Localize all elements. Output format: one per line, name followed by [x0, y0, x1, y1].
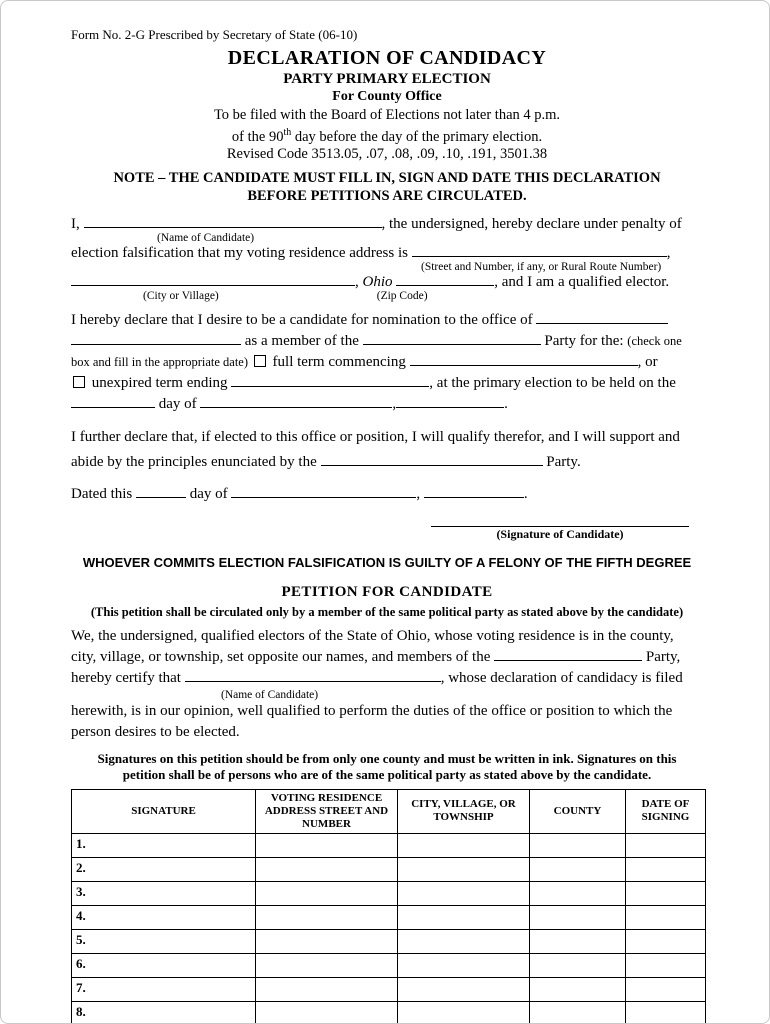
primary-month-blank[interactable] [200, 395, 392, 408]
petition-candidate-name-blank[interactable] [185, 669, 441, 682]
candidate-name-blank[interactable] [84, 215, 382, 228]
dated-period: . [523, 485, 528, 502]
dated-day-of-text: day of [189, 485, 228, 502]
county-cell[interactable] [626, 929, 706, 953]
table-row [72, 905, 706, 929]
address-cell[interactable] [398, 905, 530, 929]
filing-line-2-post: day before the day of the primary election. [291, 128, 543, 145]
full-term-checkbox[interactable] [254, 355, 266, 367]
dated-comma: , [416, 485, 421, 502]
declaration-line-8 [71, 394, 703, 415]
note-block [71, 169, 703, 205]
address-cell[interactable] [398, 929, 530, 953]
signature-cell[interactable] [256, 953, 398, 977]
decl-l2-post: , [666, 244, 671, 261]
principles-party-blank[interactable] [321, 453, 543, 466]
declaration-line-3 [71, 273, 703, 290]
unexpired-term-checkbox[interactable] [73, 376, 85, 388]
decl-l3-comma: , [355, 273, 359, 290]
petition-line-3 [71, 668, 703, 689]
candidate-name-caption [71, 232, 703, 244]
city-cell[interactable] [530, 905, 626, 929]
declaration-line-5 [71, 331, 703, 352]
decl-l1-pre: I, [71, 215, 80, 232]
office-line: For County Office [332, 89, 442, 104]
city-cell[interactable] [530, 953, 626, 977]
petition-party-text: Party, [645, 648, 681, 665]
city-cell[interactable] [530, 881, 626, 905]
primary-period: . [504, 395, 508, 412]
table-row [72, 1001, 706, 1024]
city-cell[interactable] [530, 977, 626, 1001]
page-subtitle: PARTY PRIMARY ELECTION [283, 71, 491, 87]
table-row [72, 881, 706, 905]
city-zip-caption-row [71, 290, 703, 302]
signature-block [431, 512, 689, 542]
row-number: 2. [72, 857, 256, 881]
dated-year-blank[interactable] [424, 485, 524, 498]
row-number: 4. [72, 905, 256, 929]
ink-note-line-1: Signatures on this petition should be from only one county and must be written in ink. Signatures on this [97, 750, 677, 766]
decl-l1-post: , the undersigned, hereby declare under penalty of [381, 215, 682, 232]
box-fill-text: box and fill in the appropriate date) [71, 354, 249, 369]
city-cell[interactable] [530, 929, 626, 953]
address-cell[interactable] [398, 833, 530, 857]
street-address-caption-text: (Street and Number, if any, or Rural Route Number) [421, 260, 662, 273]
street-address-caption [71, 261, 703, 273]
ink-note-block [71, 751, 703, 783]
declaration-line-6 [71, 352, 703, 373]
header-signature: SIGNATURE [72, 789, 256, 833]
petition-line-5: person desires to be elected. [71, 723, 240, 740]
header-county: COUNTY [530, 789, 626, 833]
declaration-paragraph-2 [71, 310, 703, 415]
signature-caption: (Signature of Candidate) [496, 526, 624, 541]
abide-text: abide by the principles enunciated by the [71, 453, 317, 470]
primary-day-blank[interactable] [71, 395, 155, 408]
decl-party-text: Party for the: [544, 332, 624, 349]
table-row [72, 977, 706, 1001]
table-row [72, 953, 706, 977]
header-city: CITY, VILLAGE, OR TOWNSHIP [398, 789, 530, 833]
dated-this-text: Dated this [71, 485, 133, 502]
row-number: 1. [72, 833, 256, 857]
row-number: 7. [72, 977, 256, 1001]
city-village-caption: (City or Village) [143, 289, 219, 302]
row-number: 6. [72, 953, 256, 977]
ordinal-suffix: th [283, 127, 292, 138]
check-one-text: (check one [627, 333, 682, 348]
primary-comma: , [392, 395, 397, 412]
signature-cell[interactable] [256, 905, 398, 929]
declaration-line-2 [71, 244, 703, 261]
declaration-line-7 [71, 373, 703, 394]
header-address: VOTING RESIDENCE ADDRESS STREET AND NUMBER [256, 789, 398, 833]
address-cell[interactable] [398, 881, 530, 905]
address-cell[interactable] [398, 1001, 530, 1024]
street-address-blank[interactable] [412, 244, 667, 257]
felony-notice: WHOEVER COMMITS ELECTION FALSIFICATION IS GUILTY OF A FELONY OF THE FIFTH DEGREE [82, 554, 692, 570]
declaration-paragraph-1 [71, 215, 703, 302]
zip-code-caption: (Zip Code) [376, 289, 428, 302]
petition-members-text: city, village, or township, set opposite our names, and members of the [71, 648, 491, 665]
petition-subtitle: (This petition shall be circulated only by a member of the same political party as stated above by the candidate) [90, 604, 684, 619]
unexpired-term-date-blank[interactable] [231, 374, 429, 387]
signature-blank[interactable] [431, 512, 689, 527]
declaration-paragraph-3 [71, 425, 703, 475]
signature-cell[interactable] [256, 929, 398, 953]
signature-cell[interactable] [256, 977, 398, 1001]
county-cell[interactable] [626, 977, 706, 1001]
office-blank-continued[interactable] [71, 332, 241, 345]
signature-cell[interactable] [256, 881, 398, 905]
county-cell[interactable] [626, 857, 706, 881]
decl-l3-post: , and I am a qualified elector. [494, 273, 670, 290]
full-term-text: full term commencing [272, 353, 406, 370]
revised-code-line: Revised Code 3513.05, .07, .08, .09, .10, .191, 3501.38 [226, 145, 548, 162]
petition-line-2 [71, 647, 703, 668]
address-cell[interactable] [398, 977, 530, 1001]
or-text: , or [637, 353, 658, 370]
dated-paragraph [71, 485, 703, 502]
day-of-text: day of [158, 395, 197, 412]
city-village-blank[interactable] [71, 273, 355, 286]
declaration-line-4 [71, 310, 703, 331]
filing-line-2 [71, 124, 703, 146]
city-cell[interactable] [530, 833, 626, 857]
petition-certify-text: hereby certify that [71, 669, 181, 686]
decl-l2-pre: election falsification that my voting residence address is [71, 244, 408, 261]
signatures-table [71, 789, 706, 1024]
petition-line-1: We, the undersigned, qualified electors of the State of Ohio, whose voting residence is in the county, [71, 627, 674, 644]
page-title: DECLARATION OF CANDIDACY [227, 47, 547, 69]
signature-cell[interactable] [256, 1001, 398, 1024]
decl-member-text: as a member of the [244, 332, 359, 349]
ink-note-line-2: petition shall be of persons who are of the same political party as stated above by the candidate. [122, 766, 652, 782]
county-cell[interactable] [626, 881, 706, 905]
city-cell[interactable] [530, 1001, 626, 1024]
decl-l3-ohio: Ohio [362, 273, 393, 290]
table-header-row [72, 789, 706, 833]
county-cell[interactable] [626, 905, 706, 929]
zip-code-blank[interactable] [396, 273, 494, 286]
petition-paragraph [71, 626, 703, 743]
county-cell[interactable] [626, 833, 706, 857]
county-cell[interactable] [626, 953, 706, 977]
dated-day-blank[interactable] [136, 485, 186, 498]
row-number: 5. [72, 929, 256, 953]
petition-name-caption [71, 689, 703, 701]
petition-name-caption-text: (Name of Candidate) [221, 688, 319, 701]
address-cell[interactable] [398, 953, 530, 977]
primary-year-blank[interactable] [396, 395, 504, 408]
primary-election-text: , at the primary election to be held on the [429, 374, 676, 391]
signature-cell[interactable] [256, 857, 398, 881]
table-row [72, 929, 706, 953]
declaration-line-9: I further declare that, if elected to this office or position, I will qualify therefor, and I will support and [71, 428, 680, 445]
row-number: 3. [72, 881, 256, 905]
note-line-2: BEFORE PETITIONS ARE CIRCULATED. [247, 187, 527, 204]
petition-party-blank[interactable] [494, 648, 642, 661]
petition-certify-post: , whose declaration of candidacy is filed [440, 669, 683, 686]
candidate-name-caption-text: (Name of Candidate) [157, 231, 255, 244]
filing-line-2-pre: of the 90 [231, 128, 284, 145]
header-date: DATE OF SIGNING [626, 789, 706, 833]
signature-cell[interactable] [256, 833, 398, 857]
office-blank[interactable] [536, 311, 668, 324]
county-cell[interactable] [626, 1001, 706, 1024]
dated-month-blank[interactable] [231, 485, 416, 498]
city-cell[interactable] [530, 857, 626, 881]
form-number: Form No. 2-G Prescribed by Secretary of State (06-10) [71, 27, 358, 42]
filing-line-1: To be filed with the Board of Elections not later than 4 p.m. [213, 107, 561, 123]
row-number: 8. [72, 1001, 256, 1024]
unexpired-term-text: unexpired term ending [91, 374, 228, 391]
declaration-line-1 [71, 215, 703, 232]
table-row [72, 857, 706, 881]
declaration-line-10 [71, 450, 703, 475]
full-term-date-blank[interactable] [410, 353, 638, 366]
decl-office-text: I hereby declare that I desire to be a candidate for nomination to the office of [71, 311, 533, 328]
table-row [72, 833, 706, 857]
party-period-text: Party. [546, 453, 581, 470]
dated-line [71, 485, 703, 502]
address-cell[interactable] [398, 857, 530, 881]
petition-title: PETITION FOR CANDIDATE [281, 583, 493, 600]
party-blank[interactable] [363, 332, 541, 345]
note-line-1: NOTE – THE CANDIDATE MUST FILL IN, SIGN AND DATE THIS DECLARATION [113, 169, 661, 186]
petition-line-4: herewith, is in our opinion, well qualified to perform the duties of the office or position to which the [71, 702, 673, 719]
